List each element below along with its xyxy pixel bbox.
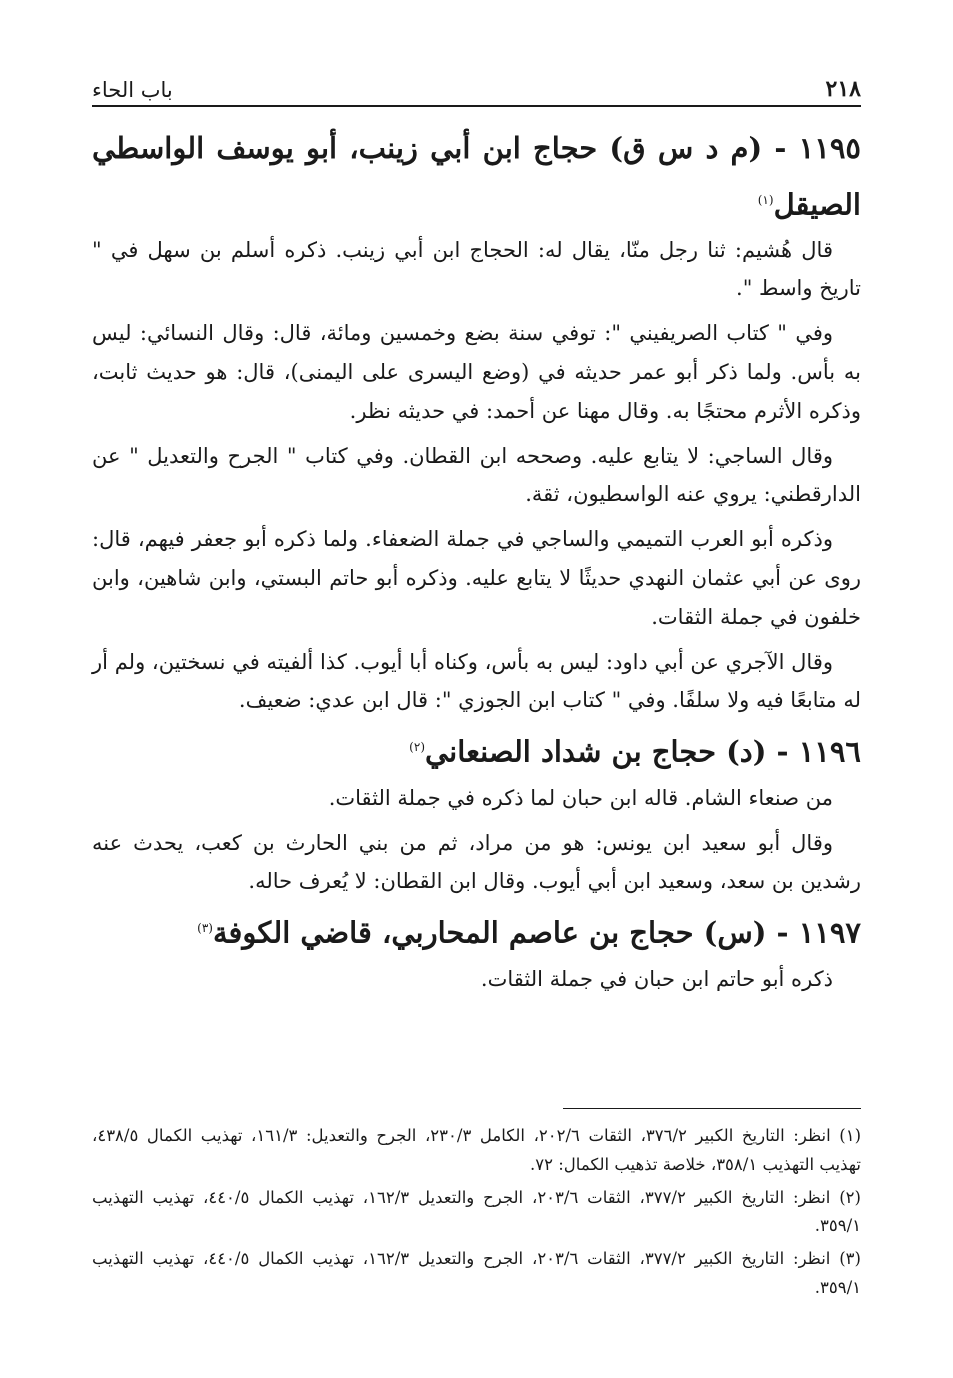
entry-1197: [92, 901, 861, 998]
footnote: (٢) انظر: التاريخ الكبير ٣٧٧/٢، الثقات ٢٠٣/٦، الجرح والتعديل ١٦٢/٣، تهذيب الكمال ٤٤٠/٥، تهذيب التهذيب ٣٥٩/١.: [92, 1187, 861, 1236]
footnote-rule: [563, 1108, 861, 1109]
main-text: [92, 122, 861, 999]
footnote-ref[interactable]: (١): [757, 193, 774, 207]
header-rule: [92, 105, 861, 107]
footnote: (١) انظر: التاريخ الكبير ٣٧٦/٢، الثقات ٢٠٢/٦، الكامل ٢٣٠/٣، الجرح والتعديل: ١٦١/٣، تهذيب الكمال ٤٣٨/٥، تهذيب التهذيب ٣٥٨/١، خلاصة تذهيب الكمال: ٧٢.: [92, 1126, 861, 1174]
entry-heading: - (م د س ق) حجاج ابن أبي زينب، أبو يوسف الواسطي الصيقل: [92, 131, 861, 222]
entry-title: [92, 901, 861, 960]
paragraph: ذكره أبو حاتم ابن حبان في جملة الثقات.: [480, 966, 833, 991]
entry-number: ١١٩٧: [798, 915, 861, 950]
running-header: [92, 62, 861, 102]
paragraph: وذكره أبو العرب التميمي والساجي في جملة الضعفاء. ولما ذكره أبو جعفر فيهم، قال: روى عن أبي عثمان النهدي حديثًا لا يتابع عليه. وذكره أبو حاتم البستي، وابن شاهين، وابن خلفون في جملة الثقات.: [92, 527, 861, 629]
paragraph: وقال الساجي: لا يتابع عليه. وصححه ابن القطان. وفي كتاب " الجرح والتعديل " عن الدارقطني: يروي عنه الواسطيون، ثقة.: [92, 443, 861, 507]
entry-heading: - (س) حجاج بن عاصم المحاربي، قاضي الكوفة: [212, 915, 789, 950]
chapter-title: باب الحاء: [92, 78, 173, 102]
paragraph: وفي " كتاب الصريفيني ": توفي سنة بضع وخمسين ومائة، قال: وقال النسائي: ليس به بأس. ولما ذكر أبو عمر حديثه في (وضع اليسرى على اليمنى)، قال: هو حديث ثابت، وذكره الأثرم محتجًا به. وقال مهنا عن أحمد: في حديثه نظر.: [92, 321, 861, 423]
entry-number: ١١٩٦: [798, 734, 861, 769]
entry-1196: [92, 720, 861, 901]
entry-title: [92, 122, 861, 231]
footnotes: [92, 1122, 861, 1307]
entry-heading: - (د) حجاج بن شداد الصنعاني: [425, 734, 789, 769]
paragraph: وقال أبو سعيد ابن يونس: هو من مراد، ثم من بني الحارث بن كعب، يحدث عنه رشدين بن سعد، وسعيد ابن أبي أيوب. وقال ابن القطان: لا يُعرف حاله.: [92, 830, 861, 894]
paragraph: وقال الآجري عن أبي داود: ليس به بأس، وكناه أبا أيوب. كذا ألفيته في نسختين، ولم أر له متابعًا فيه ولا سلفًا. وفي " كتاب ابن الجوزي ": قال ابن عدي: ضعيف.: [92, 649, 861, 713]
entry-number: ١١٩٥: [798, 131, 861, 165]
footnote-ref[interactable]: (٣): [197, 921, 213, 936]
page-number: ٢١٨: [825, 76, 861, 102]
entry-title: [92, 720, 861, 779]
entry-1195: [92, 122, 861, 720]
paragraph: من صنعاء الشام. قاله ابن حبان لما ذكره في جملة الثقات.: [328, 785, 833, 810]
paragraph: قال هُشيم: ثنا رجل منّا، يقال له: الحجاج ابن أبي زينب. ذكره أسلم بن سهل في " تاريخ واسط ".: [92, 237, 861, 301]
footnote: (٣) انظر: التاريخ الكبير ٣٧٧/٢، الثقات ٢٠٣/٦، الجرح والتعديل ١٦٢/٣، تهذيب الكمال ٤٤٠/٥، تهذيب التهذيب ٣٥٩/١.: [92, 1249, 861, 1297]
footnote-ref[interactable]: (٢): [409, 740, 425, 755]
